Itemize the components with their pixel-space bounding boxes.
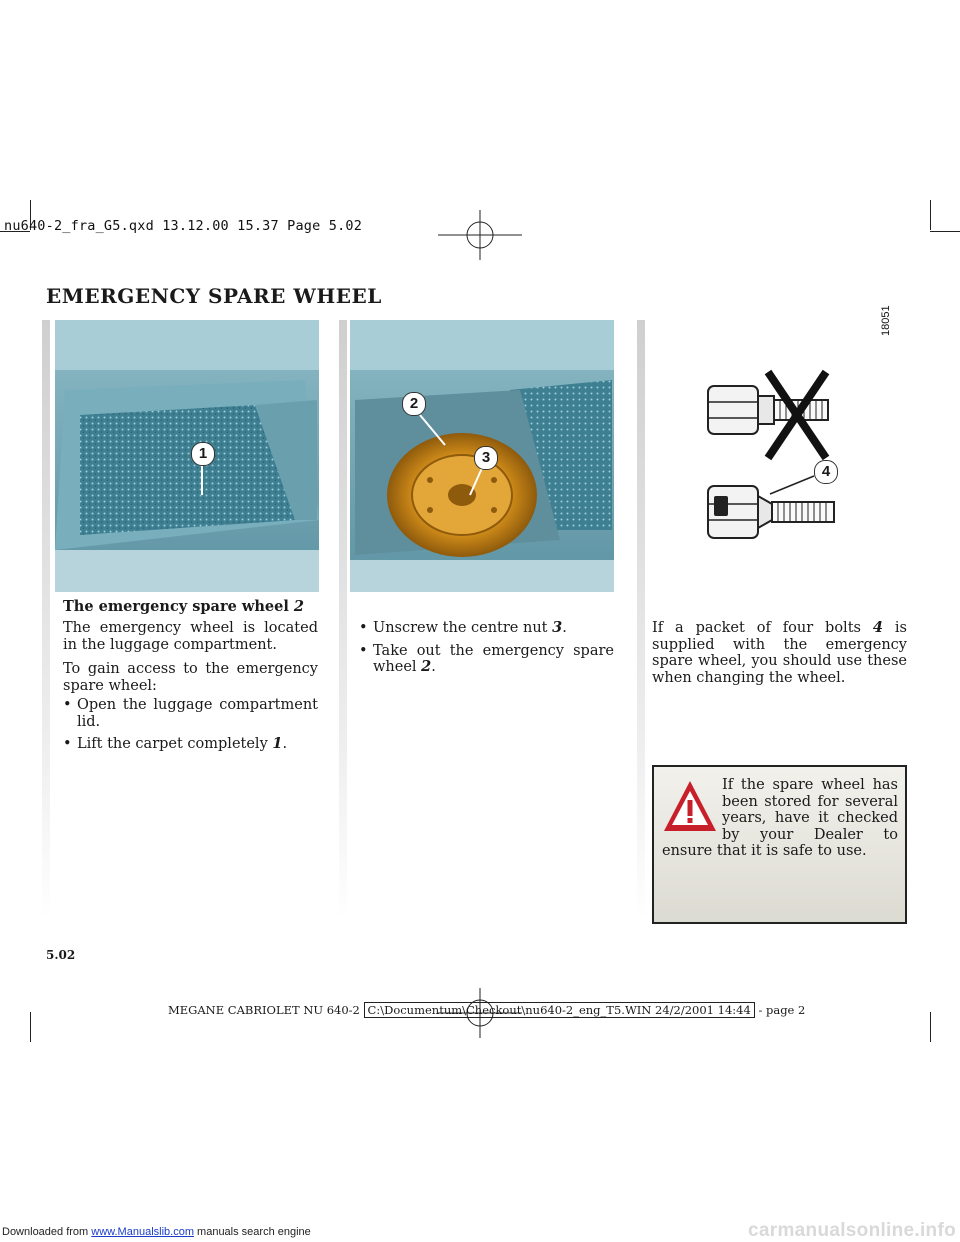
spare-wheel-photo	[350, 320, 614, 592]
footer-path: C:\Documentum\Checkout\nu640-2_eng_T5.WIN 24/2/2001 14:44	[364, 1002, 755, 1018]
paragraph: To gain access to the emergency spare wheel:	[63, 661, 318, 694]
callout-3: 3	[474, 446, 498, 470]
callout-2: 2	[402, 392, 426, 416]
callout-1: 1	[191, 442, 215, 466]
page-number: 5.02	[46, 948, 76, 962]
crop-mark	[930, 231, 960, 232]
bullet-list	[63, 697, 318, 753]
column-shadow	[637, 320, 645, 920]
column-shadow	[339, 320, 347, 920]
crop-mark	[930, 200, 931, 230]
warning-box	[652, 765, 907, 924]
paragraph: The emergency wheel is located in the luggage compartment.	[63, 620, 318, 653]
column-1-text	[63, 598, 318, 759]
crop-mark	[30, 1012, 31, 1042]
column-shadow	[42, 320, 50, 920]
column-3-text: If a packet of four bolts 4 is supplied with the emergency spare wheel, you should use these when changing the wheel.	[652, 619, 907, 686]
section-heading: The emergency spare wheel 2	[63, 598, 304, 615]
footer-info: MEGANE CABRIOLET NU 640-2 C:\Documentum\Checkout\nu640-2_eng_T5.WIN 24/2/2001 14:44 - page 2	[168, 1003, 806, 1017]
crop-mark	[930, 1012, 931, 1042]
list-item: • Unscrew the centre nut 3.	[359, 620, 614, 637]
warning-triangle-icon	[662, 777, 718, 837]
list-item: • Lift the carpet completely 1.	[63, 736, 318, 753]
column-2-text	[359, 620, 614, 682]
page-title: EMERGENCY SPARE WHEEL	[46, 284, 382, 308]
luggage-carpet-photo	[55, 320, 319, 592]
callout-4: 4	[814, 460, 838, 484]
watermark-logo: carmanualsonline.info	[748, 1220, 956, 1241]
manualslib-link[interactable]: www.Manualslib.com	[91, 1226, 194, 1238]
list-item: • Open the luggage compartment lid.	[63, 697, 318, 730]
downloaded-banner: Downloaded from www.Manualslib.com manuals search engine	[2, 1226, 311, 1238]
bullet-list	[359, 620, 614, 676]
file-slug: nu640-2_fra_G5.qxd 13.12.00 15.37 Page 5.02	[4, 218, 363, 234]
image-code: 18051	[880, 305, 892, 336]
list-item: • Take out the emergency spare wheel 2.	[359, 643, 614, 676]
warning-text: If the spare wheel has been stored for several years, have it checked by your Dealer to ensure that it is safe to use.	[662, 777, 898, 859]
registration-mark-icon	[438, 210, 522, 260]
